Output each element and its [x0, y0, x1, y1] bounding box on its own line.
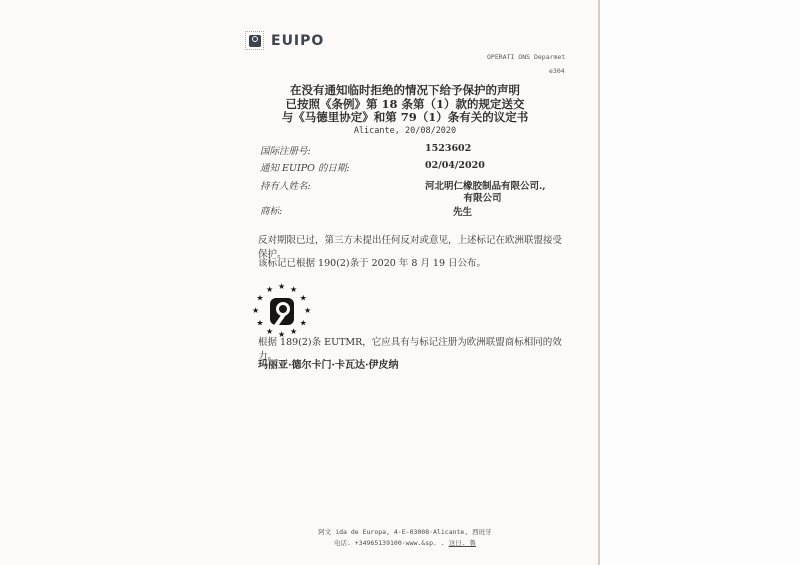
field-label-trademark: 商标:	[260, 206, 283, 217]
legal-effect-statement: 根据 189(2)条 EUTMR，它应具有与标记注册为欧洲联盟商标相同的效力。	[258, 337, 562, 362]
field-value-notification-date: 02/04/2020	[425, 160, 485, 171]
star-icon: ★	[256, 318, 264, 328]
field-label-notification-date: 通知 EUIPO 的日期:	[260, 163, 350, 174]
title-line-2: 已按照《条例》第 18 条第（1）款的规定送交	[285, 96, 525, 111]
euipo-logo	[245, 31, 324, 50]
document-title	[230, 84, 580, 125]
scanner-background	[600, 0, 800, 565]
r-ring-icon	[252, 36, 258, 42]
footer-address-line: 阿文 ida de Europa, 4·E-03008·Alicante, 西班牙	[318, 528, 492, 536]
euipo-wordmark: EUIPO	[271, 32, 325, 49]
office-address-footer	[295, 527, 515, 549]
signer-name: 玛丽亚·德尔卡门·卡瓦达·伊皮纳	[258, 360, 399, 371]
footer-contact-line	[295, 538, 515, 549]
field-label-international-registration-number: 国际注册号:	[260, 146, 311, 157]
field-value-trademark: 先生	[453, 207, 473, 218]
euipo-r-stamp-icon	[270, 298, 294, 325]
title-line-3: 与《马德里协定》和第 79（1）条有关的议定书	[281, 110, 529, 124]
paragraph-publication: 该标记已根据 190(2)条于 2020 年 8 月 19 日公布。	[258, 258, 487, 269]
field-value-international-registration-number: 1523602	[425, 143, 472, 154]
star-icon: ★	[278, 330, 286, 339]
euipo-r-stars-icon	[245, 31, 264, 50]
field-label-holder-name: 持有人姓名:	[260, 181, 311, 192]
department-code: e304	[549, 67, 565, 75]
footer-underlined-text: 这日. 鲁	[448, 539, 477, 547]
star-icon: ★	[299, 318, 307, 328]
star-icon: ★	[266, 326, 274, 336]
star-icon: ★	[278, 282, 286, 291]
star-icon: ★	[290, 326, 298, 336]
star-icon: ★	[290, 285, 298, 295]
footer-phone-web: 电话. +34965139100·www.&sp. .	[333, 539, 449, 547]
r-leg-notch-icon	[274, 313, 285, 326]
field-value-holder-name-line2: 有限公司	[463, 193, 502, 204]
star-icon: ★	[252, 306, 260, 315]
department-label: OPERATI ONS Deparmet	[487, 53, 566, 61]
title-line-1: 在没有通知临时拒绝的情况下给予保护的声明	[290, 83, 520, 97]
place-date-line: Alicante, 20/08/2020	[353, 126, 457, 136]
field-value-holder-name: 河北明仁橡胶制品有限公司.,	[425, 181, 546, 192]
star-icon: ★	[299, 293, 307, 303]
star-icon: ★	[304, 306, 312, 315]
star-icon: ★	[256, 293, 264, 303]
star-icon: ★	[266, 285, 274, 295]
paragraph-opposition-period: 反对期限已过，第三方未提出任何反对或意见，上述标记在欧洲联盟接受保护。	[258, 235, 563, 260]
eu-stars-stamp	[251, 284, 313, 340]
euipo-r-mark-icon	[249, 35, 261, 47]
